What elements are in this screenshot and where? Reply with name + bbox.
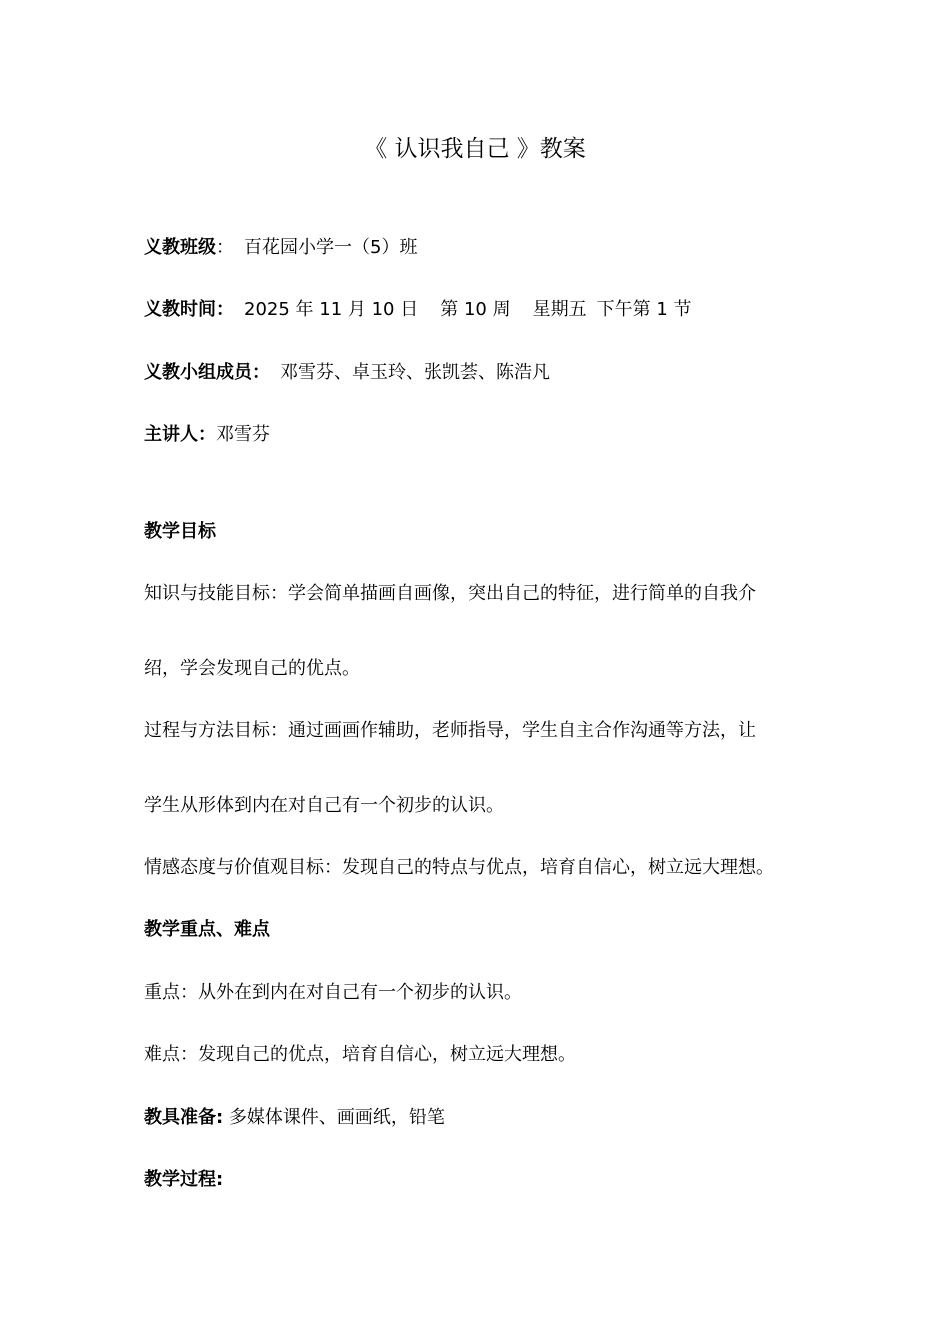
class-label: 义教班级 (144, 237, 216, 258)
time-period: 下午第 1 节 (596, 299, 692, 320)
time-label: 义教时间： (144, 299, 234, 320)
speaker-label: 主讲人： (144, 424, 216, 445)
document-title: 《 认识我自己 》教案 (364, 136, 586, 162)
emotion-goal-line: 情感态度与价值观目标：发现自己的特点与优点，培育自信心，树立远大理想。 (144, 857, 774, 878)
speaker-value: 邓雪芬 (216, 424, 270, 445)
key-points-heading: 教学重点、难点 (144, 919, 270, 940)
materials-label: 教具准备: (144, 1107, 224, 1128)
class-separator: ： (216, 237, 234, 258)
difficulty-line: 难点：发现自己的优点，培育自信心，树立远大理想。 (144, 1044, 576, 1065)
process-heading: 教学过程: (144, 1169, 224, 1190)
process-goal-line2: 学生从形体到内在对自己有一个初步的认识。 (144, 795, 504, 816)
key-point-line: 重点：从外在到内在对自己有一个初步的认识。 (144, 982, 522, 1003)
materials-line (144, 1106, 445, 1130)
class-value: 百花园小学一（5）班 (244, 237, 418, 258)
class-line (144, 236, 417, 260)
time-day: 星期五 (532, 299, 587, 320)
knowledge-goal-line2: 绍，学会发现自己的优点。 (144, 658, 360, 679)
materials-value: 多媒体课件、画画纸，铅笔 (228, 1107, 445, 1128)
group-line (144, 361, 550, 385)
time-date: 2025 年 11 月 10 日 (244, 299, 419, 320)
group-value: 邓雪芬、卓玉玲、张凯荟、陈浩凡 (280, 362, 550, 383)
speaker-line (144, 423, 270, 447)
knowledge-goal-line1: 知识与技能目标：学会简单描画自画像，突出自己的特征，进行简单的自我介 (144, 583, 756, 604)
time-line (144, 298, 692, 322)
group-label: 义教小组成员： (144, 362, 270, 383)
time-week: 第 10 周 (440, 299, 511, 320)
process-goal-line1: 过程与方法目标：通过画画作辅助，老师指导，学生自主合作沟通等方法，让 (144, 720, 756, 741)
goals-heading: 教学目标 (144, 521, 216, 542)
